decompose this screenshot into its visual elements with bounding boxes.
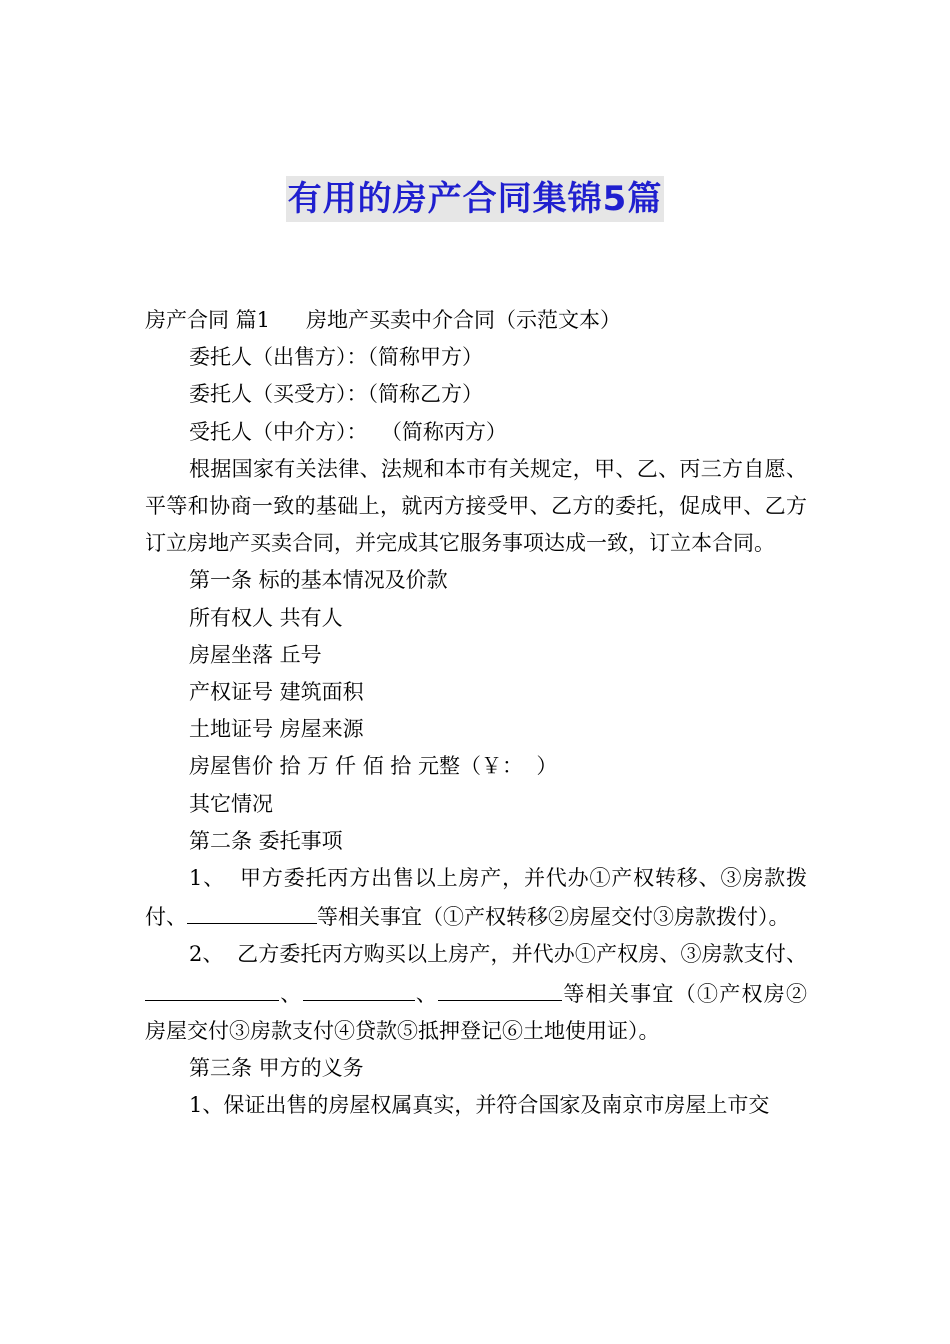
party-buyer: 委托人（买受方）：（简称乙方） xyxy=(189,382,483,407)
article2-item2 xyxy=(145,936,807,1050)
article2-item1 xyxy=(145,860,807,936)
article2-item2-text-b: 等相关事宜（①产权房②房屋交付③房款支付④贷款⑤抵押登记⑥土地使用证）。 xyxy=(145,981,808,1043)
document-title: 有用的房产合同集锦5篇 xyxy=(286,176,665,222)
article1-heading: 第一条 标的基本情况及价款 xyxy=(189,568,448,593)
party-agent: 受托人（中介方）： （简称丙方） xyxy=(189,419,507,444)
article1-line-certificate: 产权证号 建筑面积 xyxy=(189,680,364,705)
article1-line-price: 房屋售价 拾 万 仟 佰 拾 元整（￥： ） xyxy=(189,754,558,779)
article2-heading: 第二条 委托事项 xyxy=(189,828,343,853)
article1-line-owner: 所有权人 共有人 xyxy=(189,605,343,630)
article1-line-land: 土地证号 房屋来源 xyxy=(189,717,364,742)
contract-title: 房地产买卖中介合同（示范文本） xyxy=(306,308,622,332)
article3-item1: 1、保证出售的房屋权属真实，并符合国家及南京市房屋上市交 xyxy=(189,1093,770,1118)
article1-line-other: 其它情况 xyxy=(189,791,273,816)
title-container xyxy=(0,176,950,222)
fill-in-blank[interactable] xyxy=(438,974,562,1001)
fill-in-blank[interactable] xyxy=(145,974,279,1001)
fill-in-blank[interactable] xyxy=(187,897,317,924)
document-body xyxy=(145,302,807,1124)
article2-item2-sep-1: 、 xyxy=(279,981,303,1006)
article2-item2-text-a: 2、 乙方委托丙方购买以上房产，并代办①产权房、③房款支付、 xyxy=(189,942,807,967)
article3-heading: 第三条 甲方的义务 xyxy=(189,1056,364,1081)
fill-in-blank[interactable] xyxy=(303,974,415,1001)
section-heading-line xyxy=(145,302,807,339)
article2-item1-text-a: 1、 甲方委托丙方出售以上房产，并代办①产权转移、③房款拨付、 xyxy=(145,866,807,930)
article2-item1-text-b: 等相关事宜（①产权转移②房屋交付③房款拨付）。 xyxy=(317,905,790,930)
article2-item2-sep-2: 、 xyxy=(414,981,439,1006)
section-label: 房产合同 篇1 xyxy=(145,308,271,332)
article1-line-location: 房屋坐落 丘号 xyxy=(189,642,322,667)
party-seller: 委托人（出售方）：（简称甲方） xyxy=(189,345,483,370)
preamble-paragraph: 根据国家有关法律、法规和本市有关规定，甲、乙、丙三方自愿、平等和协商一致的基础上，就丙方接受甲、乙方的委托，促成甲、乙方订立房地产买卖合同，并完成其它服务事项达成一致，订立本合同。 xyxy=(145,456,807,556)
